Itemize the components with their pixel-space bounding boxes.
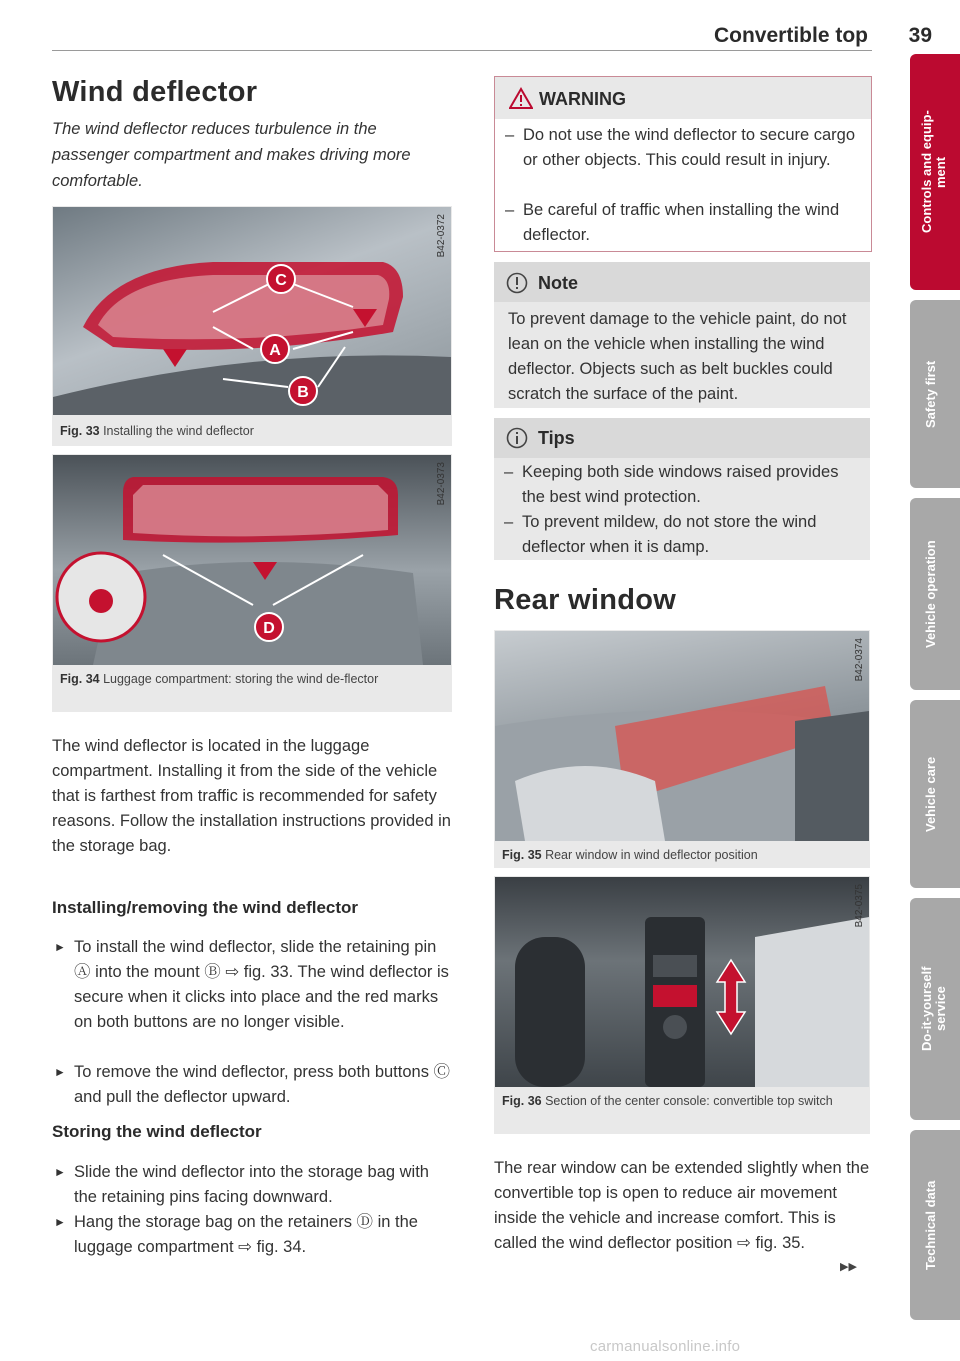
tips-item-1: – Keeping both side windows raised provides the best wind protection.	[504, 463, 839, 506]
warning-triangle-icon	[509, 87, 533, 109]
bullet-remove: ► To remove the wind deflector, press both buttons Ⓒ and pull the deflector upward.	[54, 1063, 451, 1106]
heading-installing: Installing/removing the wind deflector	[52, 898, 359, 917]
figure-35	[494, 630, 870, 868]
fig33-caption-text: Installing the wind deflector	[103, 424, 254, 438]
fig34-label: Fig. 34	[60, 672, 100, 686]
figure-36	[494, 876, 870, 1134]
continue-arrow-icon: ▶▶	[840, 1261, 857, 1273]
bullet-store-bag: ► Slide the wind deflector into the storage bag with the retaining pins facing downward.	[54, 1163, 429, 1206]
rear-window-image	[495, 631, 869, 841]
fig35-illustration	[495, 631, 869, 841]
fig36-caption-text: Section of the center console: convertible top switch	[545, 1094, 833, 1108]
arrow-down-left	[163, 349, 187, 367]
fig34-caption	[60, 670, 444, 688]
car-body	[53, 355, 451, 415]
fig36-caption	[502, 1092, 862, 1110]
section-title: Convertible top	[713, 24, 868, 47]
fig34-caption-text: Luggage compartment: storing the wind de-flector	[103, 672, 379, 686]
callout-b-label: B	[297, 384, 309, 401]
footer-watermark: carmanualsonline.info	[590, 1338, 741, 1355]
tips-info-icon	[506, 427, 528, 449]
convertible-top-switch	[653, 985, 697, 1007]
fig33-illustration	[53, 207, 451, 415]
rear-window-paragraph: The rear window can be extended slightly when the convertible top is open to reduce air movement inside the vehicle and increase comfort. This is called the wind deflector position ⇨ fig. 35.	[494, 1159, 870, 1252]
fig33-caption	[60, 422, 444, 440]
bullet-install: ► To install the wind deflector, slide the retaining pin Ⓐ into the mount Ⓑ ⇨ fig. 33. The wind deflector is secure when it clicks into place and the red marks on both buttons are no longer visible.	[54, 938, 449, 1031]
tips-item-2: – To prevent mildew, do not store the wind deflector when it is damp.	[504, 513, 817, 556]
console-lever	[515, 937, 585, 1087]
note-box	[494, 262, 870, 408]
tab-vehicle-operation[interactable]: Vehicle operation	[910, 498, 960, 690]
fig34-illustration	[53, 455, 451, 665]
header-divider	[52, 50, 872, 51]
seat-left	[515, 766, 665, 841]
fig33-label: Fig. 33	[60, 424, 100, 438]
rotary-knob	[663, 1015, 687, 1039]
tips-heading: Tips	[538, 428, 575, 448]
updown-arrow-icon	[717, 960, 745, 1034]
page-number: 39	[908, 24, 932, 47]
fig36-label: Fig. 36	[502, 1094, 542, 1108]
fig36-illustration	[495, 877, 869, 1087]
fig34-id: B42-0373	[436, 462, 447, 506]
note-exclamation-icon	[506, 272, 528, 294]
warning-item-2: – Be careful of traffic when installing the wind deflector.	[505, 201, 840, 244]
intro-text: The wind deflector reduces turbulence in the passenger compartment and makes driving more comfortable.	[52, 120, 411, 190]
callout-d-label: D	[263, 620, 275, 637]
seat-white	[755, 917, 869, 1087]
figure-34	[52, 454, 452, 712]
tab-safety-first[interactable]: Safety first	[910, 300, 960, 488]
deflector-stored-mesh	[133, 485, 388, 536]
switch-1	[653, 955, 697, 977]
warning-item-1: – Do not use the wind deflector to secure cargo or other objects. This could result in injury.	[505, 126, 856, 169]
note-text: To prevent damage to the vehicle paint, do not lean on the vehicle when installing the wind deflector. Objects such as belt buckles could scratch the surface of the paint.	[508, 310, 847, 403]
tab-vehicle-care[interactable]: Vehicle care	[910, 700, 960, 888]
rear-window-title: Rear window	[494, 584, 677, 616]
callout-c-label: C	[275, 272, 287, 289]
retainer-pin	[89, 589, 113, 613]
tips-box	[494, 418, 870, 560]
heading-storing: Storing the wind deflector	[52, 1122, 262, 1141]
fig35-caption	[502, 846, 862, 864]
tab-controls-and-equipment[interactable]: Controls and equip- ment	[910, 54, 960, 290]
callout-a-label: A	[269, 342, 281, 359]
seat-right	[795, 711, 869, 841]
fig36-id: B42-0375	[854, 884, 865, 928]
warning-box	[494, 76, 872, 252]
page-title: Wind deflector	[52, 76, 258, 108]
warning-heading: WARNING	[539, 89, 626, 109]
note-heading: Note	[538, 273, 578, 293]
tab-do-it-yourself-service[interactable]: Do-it-yourself service	[910, 898, 960, 1120]
fig35-label: Fig. 35	[502, 848, 542, 862]
body-paragraph-location: The wind deflector is located in the luggage compartment. Installing it from the side of the vehicle that is farthest from traffic is recommended for safety reasons. Follow the installation instructions provided in the storage bag.	[52, 737, 451, 855]
center-console-image	[495, 877, 869, 1087]
wind-deflector-install-image	[53, 207, 451, 415]
figure-33	[52, 206, 452, 446]
fig33-id: B42-0372	[436, 214, 447, 258]
tab-technical-data[interactable]: Technical data	[910, 1130, 960, 1320]
fig35-caption-text: Rear window in wind deflector position	[545, 848, 758, 862]
bullet-hang-bag: ► Hang the storage bag on the retainers Ⓓ in the luggage compartment ⇨ fig. 34.	[54, 1213, 418, 1256]
fig35-id: B42-0374	[854, 638, 865, 682]
luggage-compartment-image	[53, 455, 451, 665]
